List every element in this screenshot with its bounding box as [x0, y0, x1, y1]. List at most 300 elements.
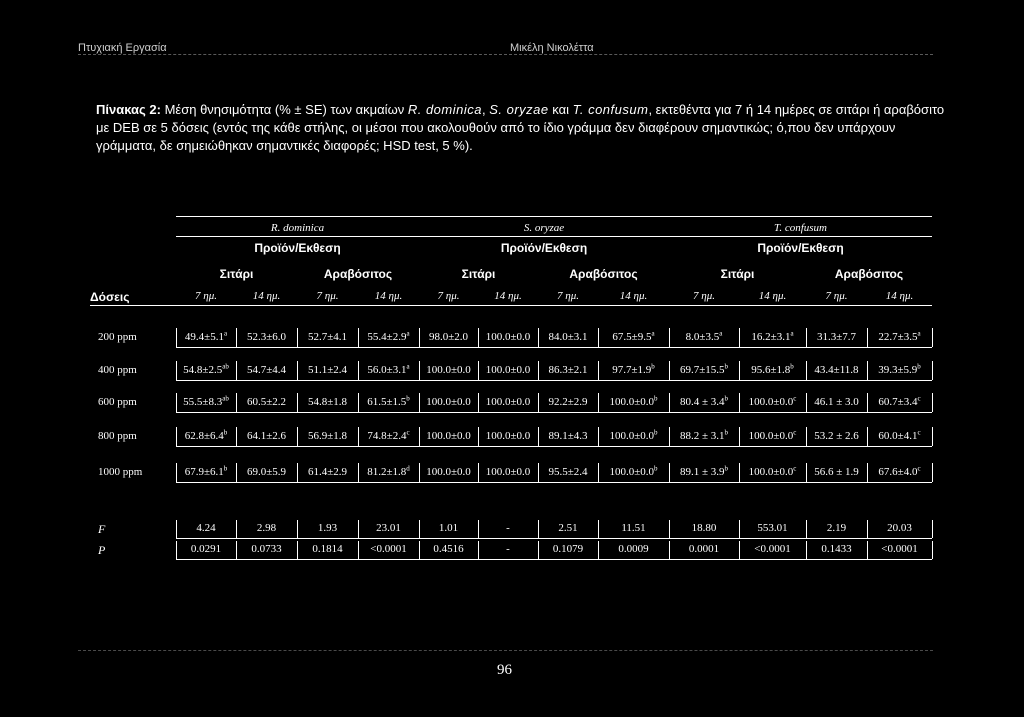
- cell-value: 31.3±7.7: [816, 331, 857, 343]
- stat-value: 0.0001: [688, 543, 720, 555]
- stat-cell-divider: [806, 520, 807, 538]
- row-cell-divider: [419, 393, 420, 412]
- data-cell: [817, 331, 856, 343]
- row-cell-divider: [419, 361, 420, 380]
- significance-letter: ab: [222, 394, 229, 403]
- stat-label-f: F: [98, 522, 106, 536]
- cell-value: 60.0±4.1: [878, 430, 918, 442]
- stat-value: 4.24: [196, 522, 216, 534]
- row-bottom-rule-3: [176, 412, 932, 413]
- data-cell: [426, 364, 471, 376]
- data-cell: [878, 466, 920, 478]
- row-cell-divider: [739, 393, 740, 412]
- footer-rule: [78, 650, 933, 651]
- caption-text-1: Μέση θνησιμότητα (% ± SE) των ακμαίων: [160, 102, 408, 117]
- dose-label-1: 200 ppm: [98, 331, 137, 343]
- data-cell: [680, 364, 728, 376]
- stat-value: 18.80: [691, 522, 717, 534]
- stat-cell-divider: [806, 541, 807, 559]
- row-bottom-rule-2: [176, 380, 932, 381]
- data-cell: [680, 466, 728, 478]
- cell-value: 100.0±0.0: [609, 430, 655, 442]
- caption-species-2: S. oryzae: [489, 102, 549, 117]
- data-cell: [749, 430, 797, 442]
- stat-cell-divider: [538, 541, 539, 559]
- dose-column-header: Δόσεις: [90, 290, 130, 304]
- cell-value: 100.0±0.0: [426, 430, 471, 442]
- cell-value: 100.0±0.0: [426, 466, 471, 478]
- significance-letter: a: [790, 329, 794, 338]
- row-cell-divider: [932, 427, 933, 446]
- significance-letter: a: [406, 362, 410, 371]
- significance-letter: b: [724, 362, 729, 371]
- cell-value: 100.0±0.0: [485, 331, 531, 343]
- cell-value: 80.4 ± 3.4: [679, 396, 725, 408]
- stat-cell-divider: [538, 520, 539, 538]
- group-header-1: Προϊόν/Εκθεση: [254, 241, 341, 255]
- cell-value: 43.4±11.8: [814, 364, 859, 376]
- row-cell-divider: [297, 328, 298, 347]
- row-cell-divider: [806, 427, 807, 446]
- row-cell-divider: [538, 393, 539, 412]
- stat-cell-divider: [419, 541, 420, 559]
- data-cell: [247, 396, 286, 408]
- stat-cell-divider: [478, 520, 479, 538]
- group-header-2: Προϊόν/Εκθεση: [500, 241, 588, 255]
- row-cell-divider: [932, 393, 933, 412]
- data-cell: [751, 364, 794, 376]
- stat-cell-divider: [932, 520, 933, 538]
- row-cell-divider: [932, 361, 933, 380]
- data-cell: [751, 331, 793, 343]
- data-cell: [612, 331, 654, 343]
- caption-sep-1: ,: [481, 102, 490, 117]
- dose-label-3: 600 ppm: [98, 396, 137, 408]
- data-cell: [749, 396, 797, 408]
- significance-letter: b: [223, 428, 228, 437]
- stat-cell-divider: [739, 541, 740, 559]
- stat-cell-divider: [598, 541, 599, 559]
- stat-value: 20.03: [887, 522, 912, 534]
- stat-cell-divider: [478, 541, 479, 559]
- data-cell: [185, 466, 228, 478]
- data-cell: [308, 466, 347, 478]
- row-cell-divider: [358, 328, 359, 347]
- row-cell-divider: [806, 328, 807, 347]
- cell-value: 54.8±1.8: [307, 396, 348, 408]
- row-cell-divider: [538, 328, 539, 347]
- significance-letter: b: [917, 362, 921, 371]
- significance-letter: ab: [222, 362, 229, 371]
- data-cell: [308, 331, 347, 343]
- significance-letter: c: [917, 464, 921, 473]
- data-cell: [609, 430, 657, 442]
- cell-value: 89.1 ± 3.9: [679, 466, 725, 478]
- stat-value: 0.0009: [618, 543, 649, 555]
- day-header-8: 14 ημ.: [619, 290, 648, 302]
- data-cell: [486, 430, 531, 442]
- data-cell: [814, 430, 859, 442]
- cell-value: 61.5±1.5: [367, 396, 407, 408]
- row-cell-divider: [598, 463, 599, 482]
- row-bottom-rule-5: [176, 482, 932, 483]
- row-cell-divider: [867, 328, 868, 347]
- data-cell: [308, 430, 347, 442]
- cell-value: 60.7±3.4: [878, 396, 918, 408]
- data-cell: [185, 430, 228, 442]
- cell-value: 60.5±2.2: [246, 396, 287, 408]
- significance-letter: b: [654, 464, 658, 473]
- cell-value: 100.0±0.0: [485, 466, 531, 478]
- cell-value: 100.0±0.0: [609, 466, 655, 478]
- data-cell: [486, 396, 531, 408]
- row-cell-divider: [739, 361, 740, 380]
- significance-letter: a: [223, 329, 228, 338]
- data-cell: [680, 396, 728, 408]
- stat-value: 0.1079: [552, 543, 584, 555]
- cell-value: 88.2 ± 3.1: [679, 430, 725, 442]
- cell-value: 95.6±1.8: [751, 364, 791, 376]
- data-cell: [609, 466, 657, 478]
- cell-value: 100.0±0.0: [426, 396, 471, 408]
- day-header-9: 7 ημ.: [693, 290, 715, 302]
- row-cell-divider: [598, 328, 599, 347]
- significance-letter: b: [654, 428, 658, 437]
- stat-cell-divider: [236, 520, 237, 538]
- row-bottom-rule-4: [176, 446, 932, 447]
- stat-cell-divider: [867, 541, 868, 559]
- significance-letter: c: [793, 464, 797, 473]
- product-header-1-2: Αραβόσιτος: [323, 267, 393, 281]
- stat-cell-divider: [932, 541, 933, 559]
- data-cell: [878, 396, 920, 408]
- stat-cell-divider: [669, 541, 670, 559]
- row-cell-divider: [806, 393, 807, 412]
- stat-value: -: [506, 543, 510, 555]
- row-cell-divider: [297, 463, 298, 482]
- row-cell-divider: [538, 427, 539, 446]
- data-cell: [367, 396, 410, 408]
- stat-value: 0.0733: [251, 543, 282, 555]
- significance-letter: a: [406, 329, 410, 338]
- cell-value: 84.0±3.1: [548, 331, 588, 343]
- row-cell-divider: [478, 328, 479, 347]
- significance-letter: b: [406, 394, 410, 403]
- cell-value: 69.7±15.5: [679, 364, 725, 376]
- cell-value: 67.5±9.5: [612, 331, 652, 343]
- significance-letter: a: [719, 329, 723, 338]
- significance-letter: b: [651, 362, 655, 371]
- data-cell: [185, 331, 227, 343]
- cell-value: 56.6 ± 1.9: [814, 466, 859, 478]
- significance-letter: c: [917, 428, 921, 437]
- row-cell-divider: [932, 328, 933, 347]
- running-header-left: Πτυχιακή Εργασία: [78, 42, 167, 54]
- data-cell: [878, 364, 921, 376]
- stat-value: 0.0291: [190, 543, 222, 555]
- stat-cell-divider: [598, 520, 599, 538]
- cell-value: 54.7±4.4: [246, 364, 287, 376]
- cell-value: 74.8±2.4: [367, 430, 407, 442]
- day-header-12: 14 ημ.: [885, 290, 914, 302]
- cell-value: 97.7±1.9: [612, 364, 652, 376]
- day-header-2: 14 ημ.: [252, 290, 281, 302]
- group-header-3: Προϊόν/Εκθεση: [757, 241, 844, 255]
- stat-value: 1.01: [438, 522, 459, 534]
- cell-value: 100.0±0.0: [609, 396, 655, 408]
- significance-letter: c: [793, 394, 797, 403]
- stat-cell-divider: [669, 520, 670, 538]
- row-cell-divider: [478, 427, 479, 446]
- row-cell-divider: [176, 427, 177, 446]
- stat-cell-divider: [176, 541, 177, 559]
- row-cell-divider: [358, 393, 359, 412]
- cell-value: 100.0±0.0: [748, 466, 794, 478]
- stat-label-p: P: [98, 543, 106, 557]
- row-cell-divider: [419, 427, 420, 446]
- cell-value: 8.0±3.5: [685, 331, 720, 343]
- cell-value: 100.0±0.0: [485, 396, 531, 408]
- significance-letter: c: [793, 428, 797, 437]
- cell-value: 51.1±2.4: [307, 364, 348, 376]
- table-top-rule: [176, 216, 932, 217]
- row-cell-divider: [538, 361, 539, 380]
- data-cell: [680, 430, 728, 442]
- cell-value: 46.1 ± 3.0: [814, 396, 859, 408]
- data-cell: [367, 364, 409, 376]
- data-cell: [247, 364, 286, 376]
- caption-label: Πίνακας 2:: [96, 102, 161, 117]
- cell-value: 67.9±6.1: [184, 466, 224, 478]
- product-header-1-1: Σιτάρι: [219, 267, 254, 281]
- cell-value: 52.3±6.0: [246, 331, 287, 343]
- cell-value: 39.3±5.9: [878, 364, 918, 376]
- stat-value: 1.93: [317, 522, 338, 534]
- species-rule: [176, 236, 932, 237]
- running-header-right: Μικέλη Νικολέττα: [510, 42, 594, 54]
- stat-value: 0.1433: [821, 543, 852, 555]
- product-header-3-2: Αραβόσιτος: [834, 267, 904, 281]
- significance-letter: b: [724, 464, 729, 473]
- dose-label-4: 800 ppm: [98, 430, 137, 442]
- row-cell-divider: [419, 463, 420, 482]
- day-header-11: 7 ημ.: [825, 290, 848, 302]
- species-header-3: T. confusum: [774, 222, 827, 234]
- stat-value: 0.4516: [433, 543, 464, 555]
- stat-cell-divider: [236, 541, 237, 559]
- data-cell: [548, 430, 587, 442]
- significance-letter: c: [917, 394, 921, 403]
- row-cell-divider: [358, 361, 359, 380]
- data-cell: [486, 331, 531, 343]
- row-cell-divider: [358, 463, 359, 482]
- stat-cell-divider: [297, 520, 298, 538]
- data-cell: [429, 331, 468, 343]
- data-cell: [308, 396, 347, 408]
- row-cell-divider: [867, 463, 868, 482]
- row-cell-divider: [867, 361, 868, 380]
- data-cell: [814, 364, 858, 376]
- row-cell-divider: [806, 463, 807, 482]
- dose-label-2: 400 ppm: [98, 364, 137, 376]
- data-cell: [814, 466, 859, 478]
- cell-value: 92.2±2.9: [548, 396, 588, 408]
- row-cell-divider: [236, 361, 237, 380]
- day-header-7: 7 ημ.: [557, 290, 579, 302]
- cell-value: 61.4±2.9: [307, 466, 348, 478]
- stat-cell-divider: [358, 520, 359, 538]
- cell-value: 56.0±3.1: [367, 364, 407, 376]
- row-cell-divider: [297, 361, 298, 380]
- stat-cell-divider: [419, 520, 420, 538]
- data-cell: [183, 364, 229, 376]
- row-cell-divider: [538, 463, 539, 482]
- data-cell: [247, 466, 286, 478]
- data-cell: [308, 364, 347, 376]
- cell-value: 100.0±0.0: [748, 430, 794, 442]
- stat-cell-divider: [176, 520, 177, 538]
- row-cell-divider: [478, 361, 479, 380]
- day-header-4: 14 ημ.: [374, 290, 403, 302]
- caption-text-2: , εκτεθέντα για 7 ή 14 ημέρες σε σιτάρι ή αραβόσιτο με DEB σε 5 δόσεις (εντός της κάθε στήλης, οι μέσοι που ακολουθούν από το ίδιο γράμμα δεν διαφέρουν σημαντικώς; ό,που δεν υπάρχουν γράμματα, δε σημειώθηκαν σημαντικές διαφορές; HSD test, 5 %).: [96, 102, 945, 153]
- row-cell-divider: [669, 463, 670, 482]
- row-bottom-rule-1: [176, 347, 932, 348]
- stat-cell-divider: [739, 520, 740, 538]
- day-header-3: 7 ημ.: [316, 290, 339, 302]
- significance-letter: d: [406, 464, 410, 473]
- row-cell-divider: [478, 393, 479, 412]
- row-cell-divider: [669, 427, 670, 446]
- significance-letter: b: [223, 464, 228, 473]
- day-header-10: 14 ημ.: [758, 290, 787, 302]
- stat-value: -: [506, 522, 510, 534]
- header-bottom-rule: [90, 305, 932, 306]
- stat-value: 2.98: [256, 522, 277, 534]
- day-header-5: 7 ημ.: [437, 290, 460, 302]
- data-cell: [486, 364, 531, 376]
- row-cell-divider: [297, 427, 298, 446]
- row-cell-divider: [598, 361, 599, 380]
- row-cell-divider: [806, 361, 807, 380]
- data-cell: [749, 466, 797, 478]
- row-cell-divider: [739, 463, 740, 482]
- row-cell-divider: [669, 393, 670, 412]
- dose-label-5: 1000 ppm: [98, 466, 143, 478]
- row-cell-divider: [932, 463, 933, 482]
- data-cell: [548, 396, 587, 408]
- data-cell: [247, 430, 286, 442]
- cell-value: 62.8±6.4: [184, 430, 224, 442]
- data-cell: [486, 466, 531, 478]
- cell-value: 55.4±2.9: [367, 331, 407, 343]
- significance-letter: b: [654, 394, 658, 403]
- cell-value: 64.1±2.6: [246, 430, 287, 442]
- cell-value: 54.8±2.5: [183, 364, 223, 376]
- stat-value: 11.51: [621, 522, 646, 534]
- data-cell: [609, 396, 657, 408]
- caption-species-1: R. dominica: [407, 102, 482, 117]
- stat-value: <0.0001: [881, 543, 918, 555]
- significance-letter: b: [724, 394, 729, 403]
- data-cell: [367, 430, 409, 442]
- significance-letter: c: [406, 428, 410, 437]
- data-cell: [426, 430, 471, 442]
- row-cell-divider: [176, 393, 177, 412]
- row-cell-divider: [867, 427, 868, 446]
- row-cell-divider: [739, 328, 740, 347]
- cell-value: 52.7±4.1: [307, 331, 348, 343]
- stat-value: <0.0001: [370, 543, 407, 555]
- data-cell: [367, 331, 409, 343]
- stat-value: 553.01: [757, 522, 788, 534]
- row-cell-divider: [669, 361, 670, 380]
- cell-value: 69.0±5.9: [246, 466, 287, 478]
- cell-value: 95.5±2.4: [548, 466, 588, 478]
- data-cell: [878, 331, 920, 343]
- cell-value: 100.0±0.0: [485, 364, 531, 376]
- product-header-3-1: Σιτάρι: [720, 267, 755, 281]
- row-cell-divider: [669, 328, 670, 347]
- cell-value: 56.9±1.8: [307, 430, 348, 442]
- stat-value: 0.1814: [312, 543, 343, 555]
- cell-value: 67.6±4.0: [878, 466, 918, 478]
- data-cell: [878, 430, 920, 442]
- species-header-2: S. oryzae: [523, 222, 565, 234]
- row-cell-divider: [598, 393, 599, 412]
- cell-value: 86.3±2.1: [548, 364, 588, 376]
- stat-cell-divider: [867, 520, 868, 538]
- data-cell: [548, 466, 587, 478]
- row-cell-divider: [176, 361, 177, 380]
- cell-value: 100.0±0.0: [485, 430, 531, 442]
- data-cell: [367, 466, 410, 478]
- data-cell: [183, 396, 229, 408]
- data-cell: [426, 466, 471, 478]
- cell-value: 81.2±1.8: [367, 466, 407, 478]
- cell-value: 100.0±0.0: [426, 364, 471, 376]
- cell-value: 49.4±5.1: [184, 331, 224, 343]
- row-cell-divider: [867, 393, 868, 412]
- row-cell-divider: [598, 427, 599, 446]
- significance-letter: a: [917, 329, 921, 338]
- row-cell-divider: [236, 328, 237, 347]
- significance-letter: a: [651, 329, 655, 338]
- cell-value: 53.2 ± 2.6: [814, 430, 859, 442]
- stat-value: 23.01: [376, 522, 401, 534]
- significance-letter: b: [790, 362, 794, 371]
- page-number: 96: [497, 662, 512, 678]
- row-cell-divider: [739, 427, 740, 446]
- data-cell: [612, 364, 655, 376]
- row-cell-divider: [419, 328, 420, 347]
- data-cell: [548, 331, 587, 343]
- cell-value: 89.1±4.3: [548, 430, 588, 442]
- cell-value: 98.0±2.0: [428, 331, 469, 343]
- day-header-6: 14 ημ.: [494, 290, 522, 302]
- row-cell-divider: [297, 393, 298, 412]
- data-cell: [686, 331, 723, 343]
- stat-value: 2.51: [558, 522, 578, 534]
- data-cell: [426, 396, 471, 408]
- stat-rule-1: [176, 538, 932, 539]
- stat-rule-2: [176, 559, 932, 560]
- row-cell-divider: [236, 393, 237, 412]
- cell-value: 55.5±8.3: [183, 396, 223, 408]
- row-cell-divider: [236, 427, 237, 446]
- cell-value: 22.7±3.5: [878, 331, 918, 343]
- cell-value: 100.0±0.0: [748, 396, 794, 408]
- row-cell-divider: [478, 463, 479, 482]
